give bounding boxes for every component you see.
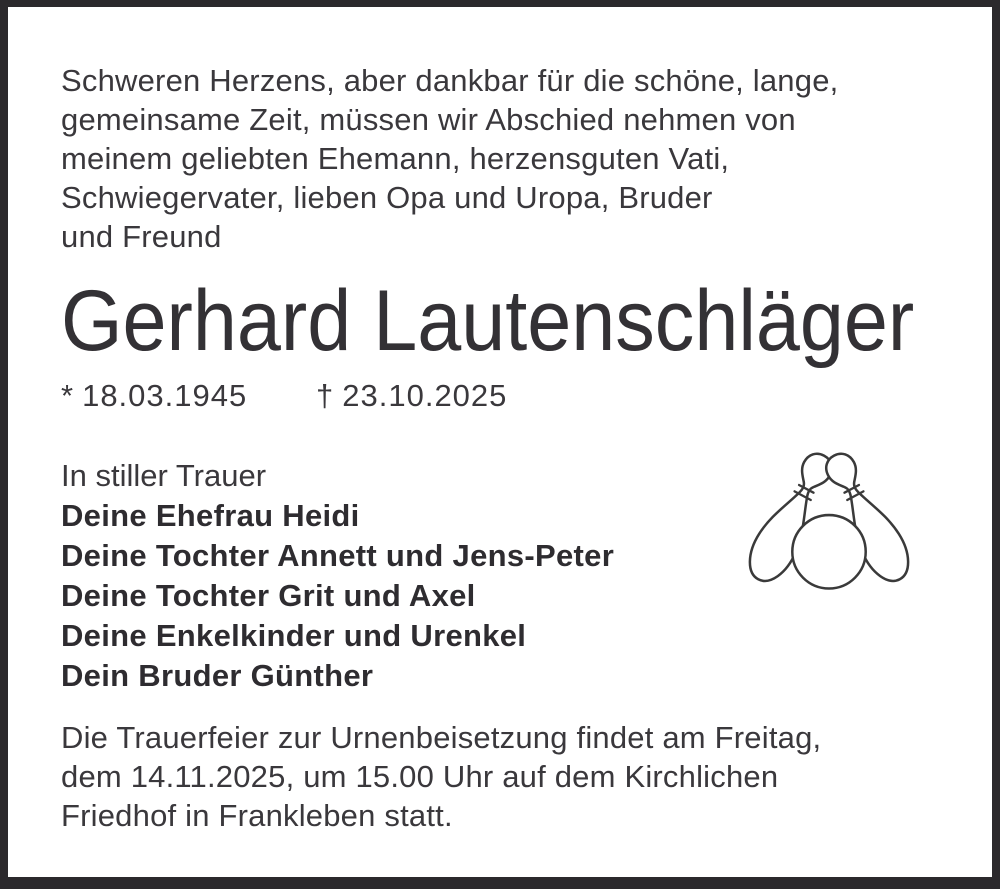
funeral-line: Die Trauerfeier zur Urnenbeisetzung findet am Freitag, <box>61 720 822 755</box>
died-cross-icon: † <box>316 378 335 413</box>
funeral-line: dem 14.11.2025, um 15.00 Uhr auf dem Kirchlichen <box>61 759 779 794</box>
intro-line: gemeinsame Zeit, müssen wir Abschied nehmen von <box>61 102 796 137</box>
intro-line: und Freund <box>61 219 222 254</box>
bowling-ball <box>792 515 865 588</box>
funeral-line: Friedhof in Frankleben statt. <box>61 798 453 833</box>
intro-paragraph <box>61 61 962 256</box>
mourner-line: Deine Ehefrau Heidi <box>61 498 360 533</box>
mourning-intro: In stiller Trauer <box>61 458 267 493</box>
obituary-content <box>8 7 992 835</box>
intro-line: meinem geliebten Ehemann, herzensguten Vati, <box>61 141 730 176</box>
death-date-value: 23.10.2025 <box>342 378 508 413</box>
bowling-pins-ball-icon <box>713 432 945 602</box>
funeral-info <box>61 718 962 835</box>
death-date <box>316 378 507 413</box>
mourner-line: Deine Enkelkinder und Urenkel <box>61 618 527 653</box>
mourner-line: Deine Tochter Annett und Jens-Peter <box>61 538 615 573</box>
birth-date <box>61 376 316 416</box>
life-dates <box>61 376 962 416</box>
mourner-line: Deine Tochter Grit und Axel <box>61 578 476 613</box>
deceased-name: Gerhard Lautenschläger <box>61 273 915 369</box>
mourner-line: Dein Bruder Günther <box>61 658 374 693</box>
born-star-icon: * <box>61 378 75 413</box>
intro-line: Schweren Herzens, aber dankbar für die schöne, lange, <box>61 63 839 98</box>
birth-date-value: 18.03.1945 <box>82 378 248 413</box>
intro-line: Schwiegervater, lieben Opa und Uropa, Bruder <box>61 180 713 215</box>
